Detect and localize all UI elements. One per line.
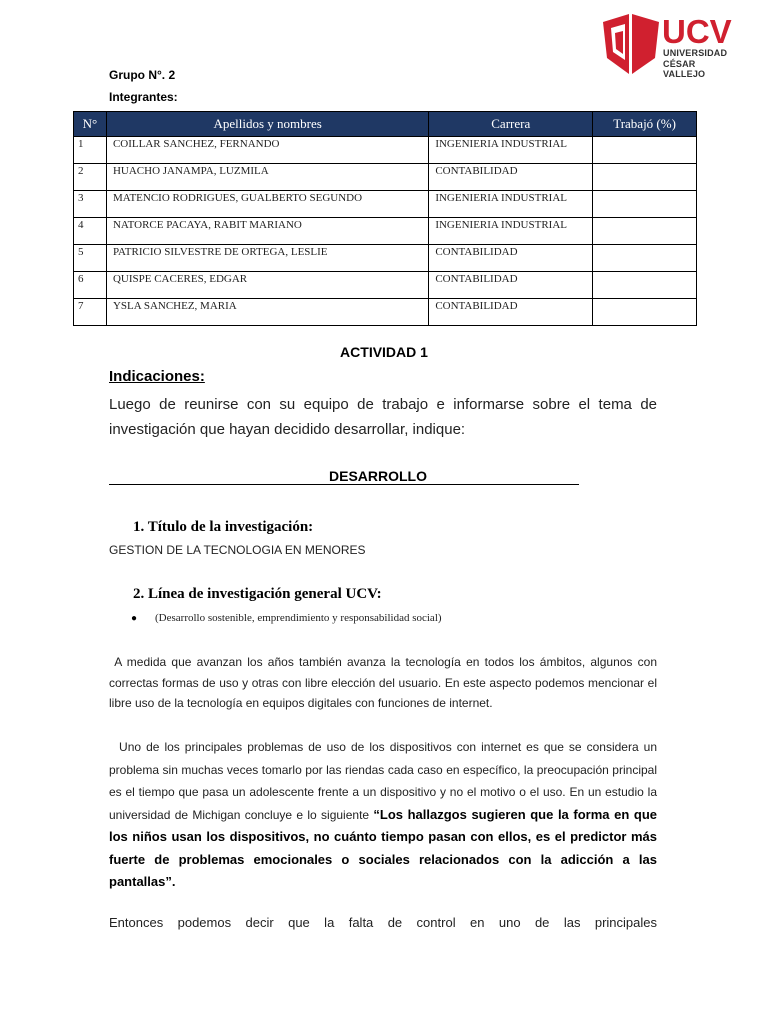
members-label: Integrantes: <box>109 90 178 104</box>
research-line-heading: 2. Línea de investigación general UCV: <box>133 586 382 602</box>
row-number: 2 <box>74 164 107 191</box>
group-number: Grupo N°. 2 <box>109 68 176 82</box>
research-title-heading: 1. Título de la investigación: <box>133 519 314 535</box>
table-row <box>74 272 697 299</box>
row-name: PATRICIO SILVESTRE DE ORTEGA, LESLIE <box>106 245 428 272</box>
ucv-shield-icon <box>603 14 659 74</box>
paragraph-1 <box>109 652 657 714</box>
row-name: YSLA SANCHEZ, MARIA <box>106 299 428 326</box>
row-work[interactable] <box>593 191 697 218</box>
row-number: 5 <box>74 245 107 272</box>
members-table <box>73 111 697 326</box>
paragraph-2 <box>109 736 657 894</box>
logo-line1: UNIVERSIDAD <box>663 48 728 58</box>
table-row <box>74 218 697 245</box>
col-header-number: N° <box>74 112 107 137</box>
row-career: INGENIERIA INDUSTRIAL <box>429 191 593 218</box>
table-row <box>74 164 697 191</box>
row-career: INGENIERIA INDUSTRIAL <box>429 218 593 245</box>
row-career: CONTABILIDAD <box>429 299 593 326</box>
row-name: QUISPE CACERES, EDGAR <box>106 272 428 299</box>
row-career: CONTABILIDAD <box>429 164 593 191</box>
col-header-name: Apellidos y nombres <box>106 112 428 137</box>
paragraph-2-text: Uno de los principales problemas de uso de los dispositivos con internet es que se considera un problema sin muchas veces tomarlo por las riendas cada caso en específico, la preocupación principal es el tiempo que pasa un adolescente frente a un dispositivo y no el motivo o el uso. En un estudio la universidad de Michigan concluye e lo siguiente <box>109 740 657 822</box>
paragraph-2-quote: “Los hallazgos sugieren que la forma en que los niños usan los dispositivos, no cuánto tiempo pasan con ellos, es el predictor más fuerte de problemas emocionales o sociales relacionados con la adicción a las pantallas”. <box>109 806 657 889</box>
row-name: COILLAR SANCHEZ, FERNANDO <box>106 137 428 164</box>
research-line-bullet: (Desarrollo sostenible, emprendimiento y responsabilidad social) <box>155 612 442 624</box>
paragraph-3: Entonces podemos decir que la falta de control en uno de las principales <box>109 915 657 930</box>
paragraph-1-text: A medida que avanzan los años también avanza la tecnología en todos los ámbitos, algunos con correctas formas de uso y otras con libre elección del usuario. En este aspecto podemos mencionar el libre uso de la tecnología en equipos digitales con funciones de internet. <box>109 655 657 710</box>
bullet-icon: ● <box>131 613 138 624</box>
ucv-logo <box>603 13 733 79</box>
row-name: NATORCE PACAYA, RABIT MARIANO <box>106 218 428 245</box>
development-heading: DESARROLLO <box>329 468 427 484</box>
logo-line2: CÉSAR VALLEJO <box>663 59 706 79</box>
section-underline <box>109 484 579 485</box>
row-number: 6 <box>74 272 107 299</box>
row-work[interactable] <box>593 137 697 164</box>
row-work[interactable] <box>593 245 697 272</box>
table-row <box>74 137 697 164</box>
row-career: INGENIERIA INDUSTRIAL <box>429 137 593 164</box>
table-row <box>74 245 697 272</box>
row-number: 1 <box>74 137 107 164</box>
research-title-text: GESTION DE LA TECNOLOGIA EN MENORES <box>109 543 366 557</box>
row-number: 4 <box>74 218 107 245</box>
col-header-career: Carrera <box>429 112 593 137</box>
row-number: 3 <box>74 191 107 218</box>
logo-acronym: UCV <box>662 13 732 50</box>
row-work[interactable] <box>593 272 697 299</box>
instructions-text: Luego de reunirse con su equipo de trabajo e informarse sobre el tema de investigación que hayan decidido desarrollar, indique: <box>109 396 657 438</box>
table-header-row <box>74 112 697 137</box>
instructions-heading: Indicaciones: <box>109 368 205 385</box>
table-row <box>74 299 697 326</box>
row-work[interactable] <box>593 164 697 191</box>
row-career: CONTABILIDAD <box>429 272 593 299</box>
row-number: 7 <box>74 299 107 326</box>
row-work[interactable] <box>593 218 697 245</box>
row-name: MATENCIO RODRIGUES, GUALBERTO SEGUNDO <box>106 191 428 218</box>
table-row <box>74 191 697 218</box>
row-name: HUACHO JANAMPA, LUZMILA <box>106 164 428 191</box>
col-header-work: Trabajó (%) <box>593 112 697 137</box>
row-career: CONTABILIDAD <box>429 245 593 272</box>
row-work[interactable] <box>593 299 697 326</box>
activity-title: ACTIVIDAD 1 <box>340 344 428 360</box>
